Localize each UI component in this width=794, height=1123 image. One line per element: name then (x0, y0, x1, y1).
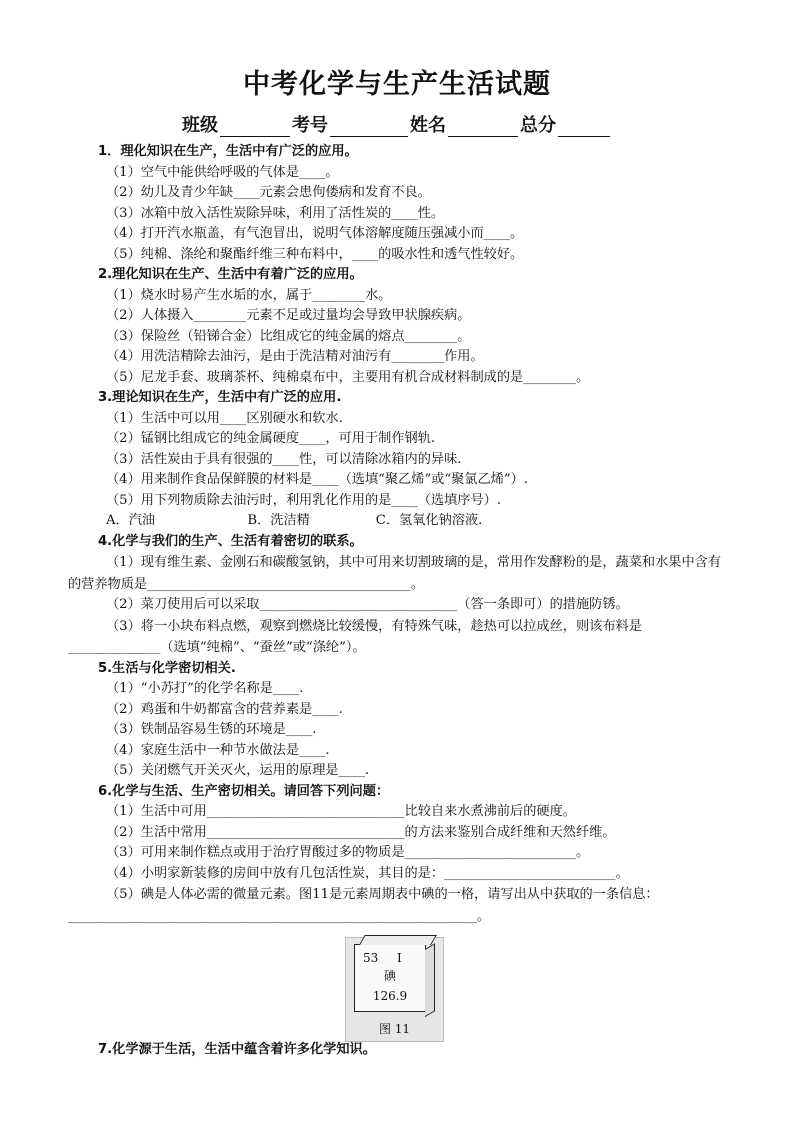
sub-question: （4）用洗洁精除去油污，是由于洗洁精对油污有________作用。 (106, 349, 484, 364)
student-info-row (0, 111, 794, 137)
question-heading-7: 7.化学源于生活，生活中蕴含着许多化学知识。 (98, 1042, 376, 1057)
sub-question: （5）碘是人体必需的微量元素。图11是元素周期表中碘的一格，请写出从中获取的一条信息：______________________________________________________________。 (68, 887, 659, 924)
sub-question: （3）冰箱中放入活性炭除异味，利用了活性炭的____性。 (106, 205, 445, 221)
sub-question: （1）现有维生素、金刚石和碳酸氢钠，其中可用来切割玻璃的是，常用作发酵粉的是，蔬菜和水果中含有的营养物质是________________________________________。 (68, 555, 722, 592)
sub-question: （1）烧水时易产生水垢的水，属于________水。 (106, 287, 392, 303)
question-heading: 2.理化知识在生产、生活中有着广泛的应用。 (98, 267, 363, 282)
sub-question: （2）锰钢比组成它的纯金属硬度____，可用于制作钢轨. (106, 431, 436, 446)
sub-question: （5）关闭燃气开关灭火，运用的原理是____. (106, 763, 370, 778)
question-heading: 3.理论知识在生产，生活中有广泛的应用. (98, 390, 342, 405)
class-label: 班级 (182, 115, 218, 136)
sub-question: （5）用下列物质除去油污时，利用乳化作用的是____（选填序号）. (106, 492, 502, 508)
sub-question: （1）生活中可用______________________________比较自来水煮沸前后的硬度。 (106, 804, 576, 819)
exam-no-blank[interactable] (330, 118, 408, 137)
sub-question: （3）可用来制作糕点或用于治疗胃酸过多的物质是__________________________。 (106, 845, 590, 860)
question-heading: 4.化学与我们的生产、生活有着密切的联系。 (98, 533, 363, 549)
name-blank[interactable] (448, 118, 518, 137)
sub-question: （1）空气中能供给呼吸的气体是____。 (106, 164, 339, 180)
score-label: 总分 (520, 115, 556, 136)
exam-no-label: 考号 (292, 115, 328, 136)
sub-question: （5）纯棉、涤纶和聚酯纤维三种布料中，____的吸水性和透气性较好。 (106, 246, 524, 262)
question-heading: 5.生活与化学密切相关. (98, 660, 236, 676)
question-heading: 1．理化知识在生产，生活中有广泛的应用。 (98, 144, 358, 159)
sub-question: （2）生活中常用______________________________的方法来鉴别合成纤维和天然纤维。 (106, 824, 616, 840)
page-title: 中考化学与生产生活试题 (243, 69, 551, 100)
element-symbol: I (397, 951, 402, 965)
sub-question: （3）活性炭由于具有很强的____性，可以清除冰箱内的异味. (106, 451, 462, 467)
sub-question: （3）铁制品容易生锈的环境是____. (106, 722, 317, 737)
score-blank[interactable] (558, 118, 610, 137)
sub-question: （1）“小苏打”的化学名称是____. (106, 681, 304, 696)
sub-question: （2）幼儿及青少年缺____元素会患佝偻病和发育不良。 (106, 185, 431, 200)
sub-question: （3）保险丝（铅锑合金）比组成它的纯金属的熔点________。 (106, 328, 471, 344)
question-heading: 6.化学与生活、生产密切相关。请回答下列问题： (98, 783, 390, 799)
question-list (68, 142, 726, 927)
question-7-block (68, 1040, 726, 1061)
iodine-element-figure (345, 937, 444, 1042)
element-cell (354, 944, 426, 1012)
class-blank[interactable] (220, 118, 290, 137)
name-label: 姓名 (410, 115, 446, 136)
sub-question: （1）生活中可以用____区别硬水和软水. (106, 410, 343, 426)
atomic-number: 53 (363, 951, 379, 965)
sub-question: （5）尼龙手套、玻璃茶杯、纯棉桌布中，主要用有机合成材料制成的是________。 (106, 369, 590, 385)
figure-caption: 图 11 (378, 1022, 411, 1036)
sub-question: （4）家庭生活中一种节水做法是____. (106, 742, 330, 758)
sub-question: （2）鸡蛋和牛奶都富含的营养素是____. (106, 701, 343, 717)
sub-question: （4）小明家新装修的房间中放有几包活性炭，其目的是：__________________________。 (106, 865, 629, 881)
sub-question: （4）用来制作食品保鲜膜的材料是____（选填“聚乙烯”或“聚氯乙烯”）. (106, 472, 528, 487)
atomic-mass: 126.9 (372, 989, 408, 1003)
sub-question: （4）打开汽水瓶盖，有气泡冒出，说明气体溶解度随压强减小而____。 (106, 226, 524, 241)
sub-question: （3）将一小块布料点燃，观察到燃烧比较缓慢，有特殊气味，趁热可以拉成丝，则该布料是______________（选填“纯棉”、“蚕丝”或“涤纶”）。 (68, 618, 642, 655)
sub-question: （2）人体摄入________元素不足或过量均会导致甲状腺疾病。 (106, 308, 471, 323)
sub-question: （2）菜刀使用后可以采取______________________________（答一条即可）的措施防锈。 (106, 597, 629, 612)
element-name: 碘 (383, 969, 396, 983)
answer-options: A．汽油 B．洗洁精 C．氢氧化钠溶液. (106, 513, 483, 528)
